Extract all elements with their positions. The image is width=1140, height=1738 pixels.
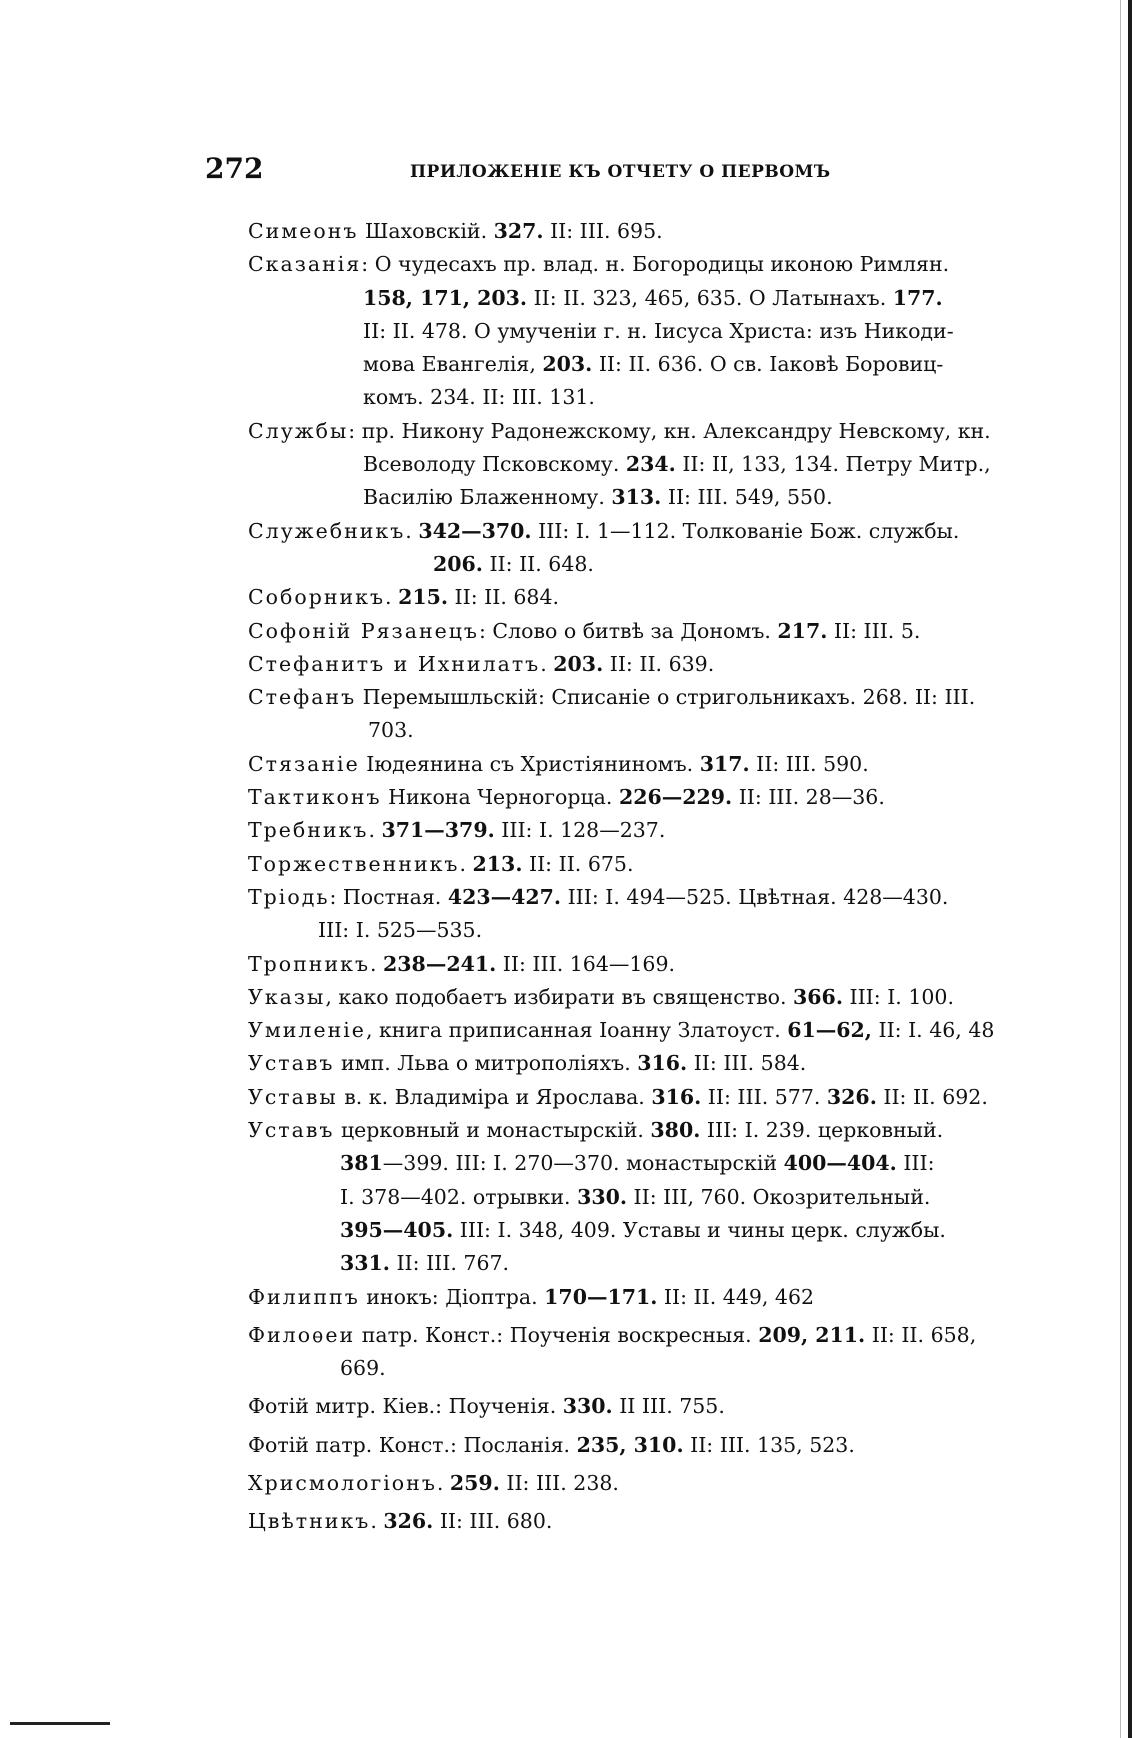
index-entry-line: Соборникъ. 215. II: II. 684. — [248, 585, 560, 610]
index-entry — [248, 1429, 1038, 1462]
index-entry-line: мова Евангелія, 203. II: II. 636. О св. Іаковѣ Боровиц- — [363, 352, 944, 377]
index-entry — [248, 1281, 1038, 1314]
index-entry-line: Уставъ имп. Льва о митрополіяхъ. 316. II: III. 584. — [248, 1051, 807, 1076]
index-entry-line: комъ. 234. II: III. 131. — [363, 385, 595, 410]
index-entry-line: Службы: пр. Никону Радонежскому, кн. Александру Невскому, кн. — [248, 418, 991, 443]
index-entry-line: Филоѳеи патр. Конст.: Поученія воскресныя. 209, 211. II: II. 658, — [248, 1322, 977, 1347]
index-entry — [248, 1390, 1038, 1423]
index-entry-line: Хрисмологіонъ. 259. II: III. 238. — [248, 1470, 619, 1495]
footer-mark — [10, 1722, 110, 1725]
index-entry-line: Торжественникъ. 213. II: II. 675. — [248, 851, 634, 876]
page-edge-shadow — [1120, 0, 1121, 1738]
index-entry — [248, 748, 1038, 781]
index-entry-line: Указы, како подобаетъ избирати въ священство. 366. III: I. 100. — [248, 984, 954, 1009]
index-entry — [248, 615, 1038, 648]
index-entry-line: 395—405. III: I. 348, 409. Уставы и чины церк. службы. — [340, 1217, 946, 1242]
index-entry-line: Умиленіе, книга приписанная Іоанну Златоуст. 61—62, II: I. 46, 48 — [248, 1018, 995, 1043]
page-number: 272 — [205, 152, 264, 185]
index-entry-line: Василію Блаженному. 313. II: III. 549, 550. — [363, 485, 833, 510]
index-list — [248, 215, 1038, 1539]
index-entry — [248, 1114, 1038, 1280]
index-entry-line: 669. — [340, 1356, 386, 1381]
index-entry — [248, 581, 1038, 614]
index-entry — [248, 948, 1038, 981]
index-entry — [248, 648, 1038, 681]
index-entry-line: Всеволоду Псковскому. 234. II: II, 133, 134. Петру Митр., — [363, 452, 991, 477]
index-entry — [248, 1014, 1038, 1047]
index-entry — [248, 515, 1038, 582]
index-entry-line: III: I. 525—535. — [318, 918, 483, 943]
index-entry — [248, 781, 1038, 814]
index-entry-line: Софоній Рязанецъ: Слово о битвѣ за Дономъ. 217. II: III. 5. — [248, 618, 921, 643]
index-entry — [248, 1505, 1038, 1538]
index-entry-line: Фотій патр. Конст.: Посланія. 235, 310. II: III. 135, 523. — [248, 1432, 855, 1457]
index-entry — [248, 215, 1038, 248]
index-entry-line: Служебникъ. 342—370. III: I. 1—112. Толкованіе Бож. службы. — [248, 518, 960, 543]
index-entry-line: Фотій митр. Кіев.: Поученія. 330. II III. 755. — [248, 1394, 725, 1419]
index-entry — [248, 848, 1038, 881]
index-entry — [248, 1047, 1038, 1080]
page-header — [205, 152, 1035, 192]
index-entry — [248, 1467, 1038, 1500]
index-entry — [248, 415, 1038, 515]
index-entry — [248, 1319, 1038, 1386]
index-entry-line: 206. II: II. 648. — [433, 551, 594, 576]
index-entry-line: Тропникъ. 238—241. II: III. 164—169. — [248, 951, 675, 976]
index-entry-line: Стефанъ Перемышльскій: Списаніе о стригольникахъ. 268. II: III. — [248, 685, 976, 710]
index-entry-line: Сказанія: О чудесахъ пр. влад. н. Богородицы иконою Римлян. — [248, 252, 950, 277]
index-entry-line: Стязаніе Іюдеянина съ Христіяниномъ. 317. II: III. 590. — [248, 751, 869, 776]
index-entry — [248, 1081, 1038, 1114]
index-entry-line: 331. II: III. 767. — [340, 1251, 510, 1276]
page-edge-rule — [1128, 0, 1132, 1738]
index-entry — [248, 681, 1038, 748]
index-entry — [248, 248, 1038, 414]
index-entry — [248, 881, 1038, 948]
index-entry — [248, 981, 1038, 1014]
index-entry-line: Филиппъ инокъ: Діоптра. 170—171. II: II. 449, 462 — [248, 1284, 815, 1309]
index-entry-line: I. 378—402. отрывки. 330. II: III, 760. Окозрительный. — [340, 1184, 931, 1209]
index-entry-line: Цвѣтникъ. 326. II: III. 680. — [248, 1509, 553, 1534]
index-entry-line: Симеонъ Шаховскій. 327. II: III. 695. — [248, 219, 663, 243]
index-entry-line: 381—399. III: I. 270—370. монастырскій 400—404. III: — [340, 1151, 935, 1176]
index-entry-line: Уставы в. к. Владиміра и Ярослава. 316. II: III. 577. 326. II: II. 692. — [248, 1084, 988, 1109]
index-entry-line: Тріодь: Постная. 423—427. III: I. 494—525. Цвѣтная. 428—430. — [248, 884, 949, 909]
running-title: ПРИЛОЖЕНІЕ КЪ ОТЧЕТУ О ПЕРВОМЪ — [410, 162, 831, 182]
index-entry-line: Уставъ церковный и монастырскій. 380. III: I. 239. церковный. — [248, 1118, 944, 1143]
index-entry — [248, 814, 1038, 847]
index-entry-line: Тактиконъ Никона Черногорца. 226—229. II: III. 28—36. — [248, 785, 885, 810]
index-entry-line: II: II. 478. О умученіи г. н. Іисуса Христа: изъ Никоди- — [363, 318, 954, 343]
index-entry-line: 703. — [368, 718, 414, 743]
index-entry-line: Стефанитъ и Ихнилатъ. 203. II: II. 639. — [248, 651, 715, 676]
index-entry-line: 158, 171, 203. II: II. 323, 465, 635. О Латынахъ. 177. — [363, 285, 943, 310]
index-entry-line: Требникъ. 371—379. III: I. 128—237. — [248, 818, 666, 843]
